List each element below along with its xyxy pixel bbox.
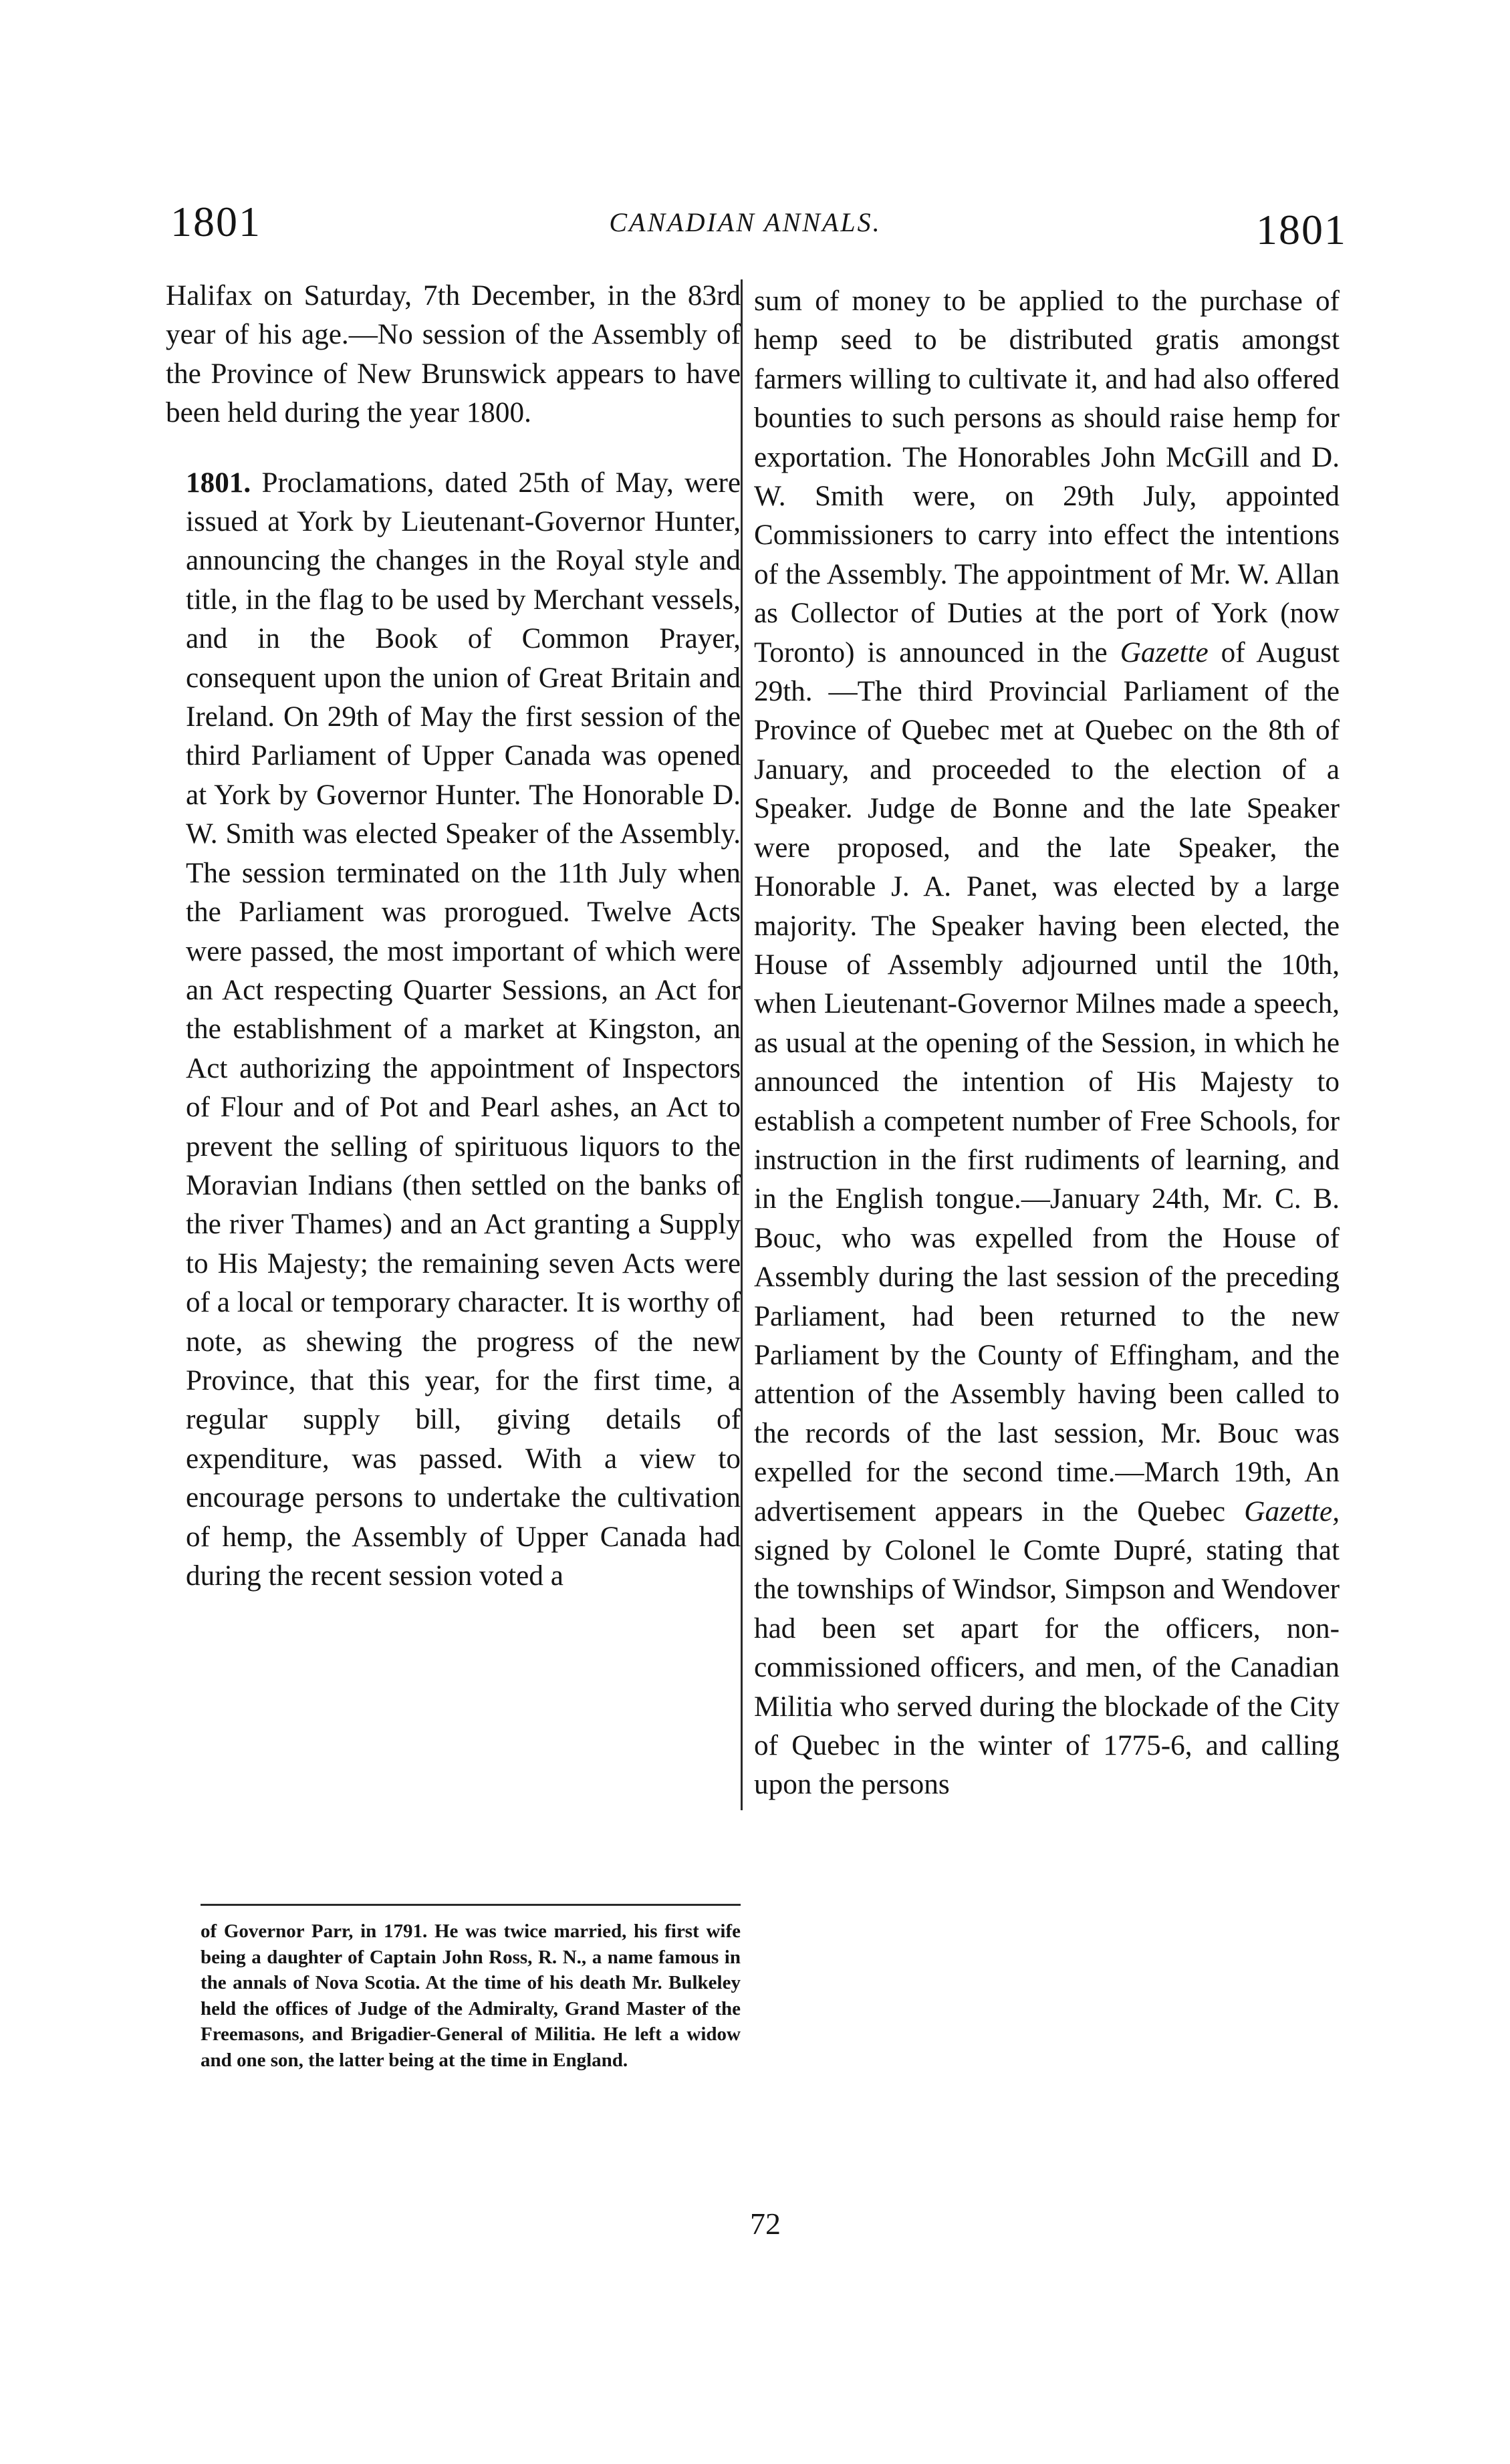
running-header <box>170 197 1347 257</box>
right-column <box>754 282 1340 1805</box>
paragraph-1801 <box>166 464 741 1596</box>
page-number: 72 <box>750 2207 781 2241</box>
paragraph-right <box>754 282 1340 1805</box>
year-heading: 1801. <box>186 467 251 499</box>
header-year-left: 1801 <box>170 198 261 245</box>
paragraph-1801-text: Proclamations, dated 25th of May, were issued at York by Lieutenant-Governor Hunter, announcing the changes in the Royal style and title, in the flag to be used by Merchant vessels, and in the Book of Common Prayer, consequent upon the union of Great Britain and Ireland. On 29th of May the first session of the third Parliament of Upper Canada was opened at York by Governor Hunter. The Honorable D. W. Smith was elected Speaker of the Assembly. The session terminated on the 11th July when the Parliament was prorogued. Twelve Acts were passed, the most important of which were an Act respecting Quarter Sessions, an Act for the establishment of a market at Kingston, an Act authorizing the appointment of Inspectors of Flour and of Pot and Pearl ashes, an Act to prevent the selling of spirituous liquors to the Moravian Indians (then settled on the banks of the river Thames) and an Act granting a Supply to His Majesty; the remaining seven Acts were of a local or temporary character. It is worthy of note, as shewing the progress of the new Province, that this year, for the first time, a regular supply bill, giving details of expenditure, was passed. With a view to encourage persons to undertake the cultivation of hemp, the Assembly of Upper Canada had during the recent session voted a <box>186 467 741 1592</box>
left-column <box>166 277 741 1596</box>
right-text-part-2: of August 29th. —The third Provincial Parliament of the Province of Quebec met at Quebec on the 8th of January, and proceeded to the election of a Speaker. Judge de Bonne and the late Speaker were proposed, and the late Speaker, the Honorable J. A. Panet, was elected by a large majority. The Speaker having been elected, the House of Assembly adjourned until the 10th, when Lieutenant-Governor Milnes made a speech, as usual at the opening of the Session, in which he announced the intention of His Majesty to establish a competent number of Free Schools, for instruction in the first rudiments of learning, and in the English tongue.—January 24th, Mr. C. B. Bouc, who was expelled from the House of Assembly during the last session of the preceding Parliament, had been returned to the new Parliament by the County of Effingham, and the attention of the Assembly having been called to the records of the last session, Mr. Bouc was expelled for the second time.—March 19th, An advertisement appears in the Quebec <box>754 636 1340 1527</box>
running-title: CANADIAN ANNALS. <box>609 207 882 237</box>
right-text-part-1: sum of money to be applied to the purchase of hemp seed to be distributed gratis amongst farmers willing to cultivate it, and had also offered bounties to such persons as should raise hemp for exportation. The Honorables John McGill and D. W. Smith were, on 29th July, appointed Commissioners to carry into effect the intentions of the Assembly. The appointment of Mr. W. Allan as Collector of Duties at the port of York (now Toronto) is announced in the <box>754 285 1340 668</box>
gazette-italic: Gazette <box>1120 636 1209 668</box>
right-text-part-3: signed by Colonel le Comte Dupré, stating that the townships of Windsor, Simpson and Wendover had been set apart for the officers, non-commissioned officers, and men, of the Canadian Militia who served during the blockade of the City of Quebec in the winter of 1775-6, and calling upon the persons <box>754 1535 1340 1801</box>
gazette-italic-2: Gazette, <box>1244 1495 1340 1527</box>
paragraph-continued: Halifax on Saturday, 7th December, in the 83rd year of his age.—No session of the Assembly of the Province of New Brunswick appears to have been held during the year 1800. <box>166 280 741 429</box>
footnote: of Governor Parr, in 1791. He was twice married, his first wife being a daughter of Captain John Ross, R. N., a name famous in the annals of Nova Scotia. At the time of his death Mr. Bulkeley held the offices of Judge of the Admiralty, Grand Master of the Freemasons, and Brigadier-General of Militia. He left a widow and one son, the latter being at the time in England. <box>201 1921 741 2071</box>
header-year-right: 1801 <box>1256 206 1347 253</box>
footnote-rule <box>201 1904 741 1906</box>
column-divider <box>741 279 743 1810</box>
